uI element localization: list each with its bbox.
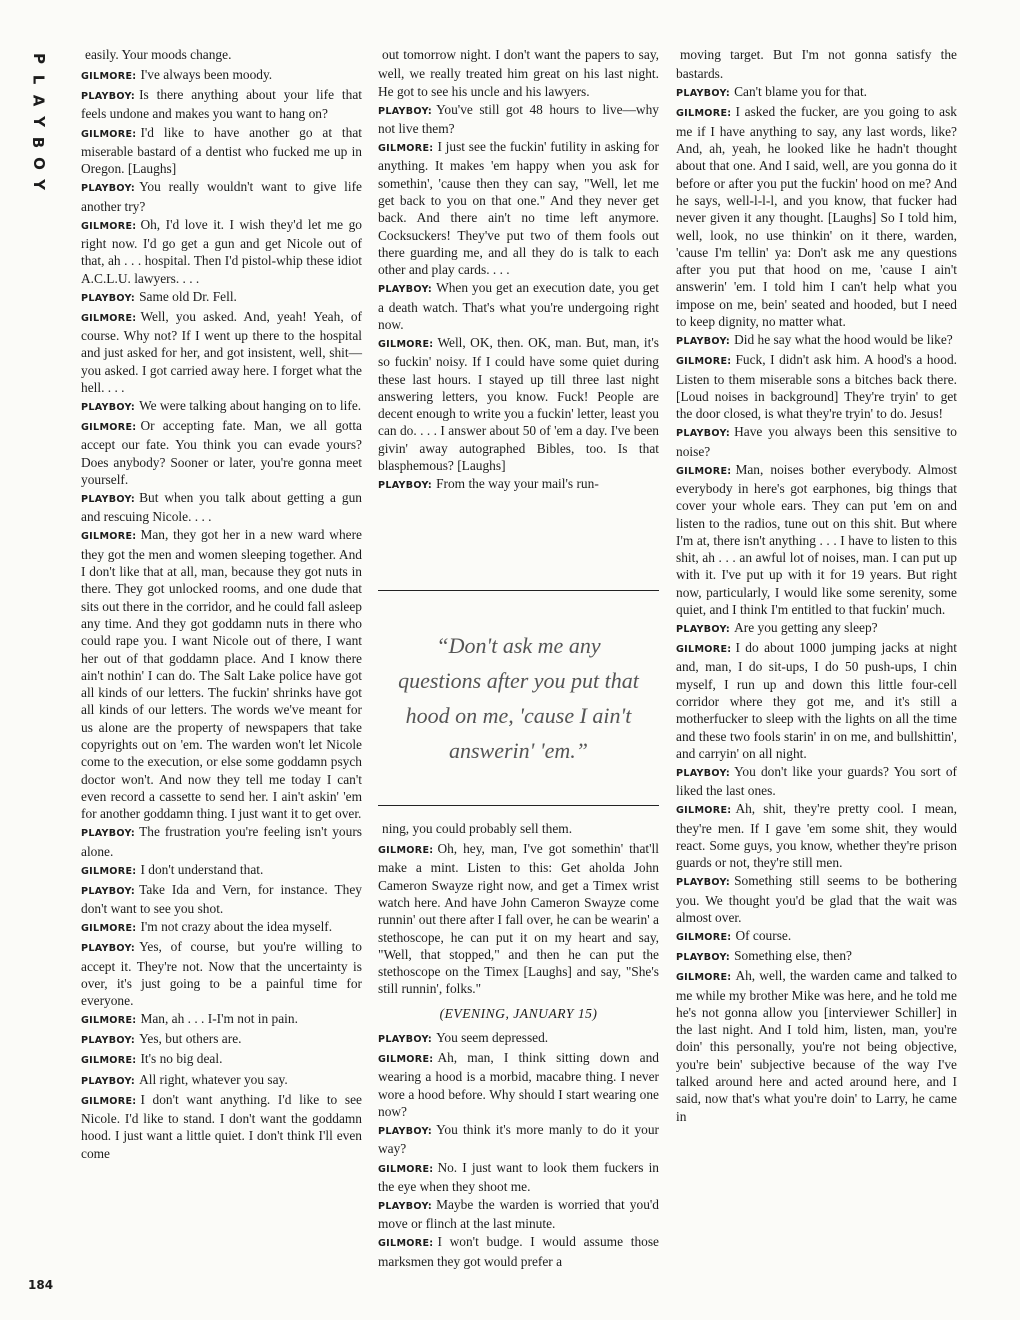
title-letter: Y [29, 116, 48, 127]
title-letter: B [29, 136, 48, 149]
speaker-label: GILMORE: [378, 1163, 434, 1175]
paragraph-text: easily. Your moods change. [85, 47, 232, 62]
speaker-label: PLAYBOY: [81, 1035, 136, 1047]
speaker-label: GILMORE: [81, 1055, 137, 1067]
speaker-label: PLAYBOY: [676, 336, 731, 348]
speaker-label: PLAYBOY: [676, 877, 731, 889]
paragraph-text: Ah, shit, they're pretty cool. I mean, they're men. If I gave 'em some shit, they would react. Some guys, you know, whether they're prison guards or not, they're still men. [676, 801, 957, 871]
speaker-label: GILMORE: [81, 1095, 137, 1107]
paragraph-text: All right, whatever you say. [139, 1071, 288, 1087]
interview-paragraph [81, 1050, 362, 1069]
interview-paragraph [81, 288, 362, 307]
paragraph-text: Ah, man, I think sitting down and wearing a hood is a morbid, macabre thing. I never wore a hood before. Why should I start wearing one now? [378, 1050, 659, 1120]
speaker-label: PLAYBOY: [81, 1075, 136, 1087]
speaker-label: PLAYBOY: [378, 480, 433, 492]
paragraph-text: Well, OK, then. OK, man. But, man, it's so fuckin' noisy. If I could have some quiet during these last hours. I stayed up till three last night answering letters, you know. Fuck! People are decent enough to write you a fuckin' letter, least you can do. . . . I answer about 50 of 'em a day. I've been givin' away autographed Bibles, too. Is that blasphemous? [Laughs] [378, 334, 659, 474]
paragraph-text: I'd like to have another go at that miserable bastard of a dentist who fucked me up in Oregon. [Laughs] [81, 124, 362, 177]
speaker-label: PLAYBOY: [378, 1200, 433, 1212]
title-letter: O [29, 157, 48, 170]
interview-paragraph [676, 351, 957, 422]
speaker-label: PLAYBOY: [676, 88, 731, 100]
speaker-label: GILMORE: [81, 422, 137, 434]
interview-paragraph [378, 1029, 659, 1048]
paragraph-text: No. I just want to look them fuckers in the eye when they shoot me. [378, 1159, 659, 1194]
text-column-2-top [378, 46, 659, 495]
paragraph-text: It's no big deal. [140, 1051, 223, 1067]
interview-paragraph [676, 103, 957, 330]
interview-paragraph [676, 947, 957, 966]
interview-paragraph [81, 526, 362, 822]
interview-paragraph [676, 83, 957, 102]
paragraph-text: Man, ah . . . I-I'm not in pain. [140, 1011, 298, 1027]
interview-paragraph [676, 927, 957, 946]
interview-paragraph [676, 46, 957, 83]
interview-paragraph [81, 308, 362, 396]
interview-paragraph [378, 101, 659, 138]
speaker-label: GILMORE: [378, 1238, 434, 1250]
interview-paragraph [676, 639, 957, 762]
speaker-label: PLAYBOY: [676, 952, 731, 964]
paragraph-text: Take Ida and Vern, for instance. They don't want to see you shot. [81, 881, 362, 917]
paragraph-text: You think it's more manly to do it your way? [378, 1122, 659, 1157]
paragraph-text: I asked the fucker, are you going to ask me if I have anything to say, any last words, like? And, ah, yeah, he looked like he hadn't thought about that one. And I said, well, are you gonna do it before or after you put the fuckin' hood on me? And he says, well-l-l-l, and you know, that fucker had never given it any thought. [Laughs] So I told him, well, look, no use thinkin' on it there, warden, 'cause I'm tellin' ya: Don't ask me any questions after you put that hood on me, 'cause I ain't answerin' 'em. I told him I can't help what you impose on me, bein' seated and hooded, but I need to keep dignity, no matter what. [676, 104, 957, 330]
paragraph-text: Can't blame you for that. [734, 84, 868, 100]
interview-paragraph [378, 1159, 659, 1196]
paragraph-text: I'm not crazy about the idea myself. [140, 919, 333, 935]
interview-paragraph [81, 124, 362, 178]
speaker-label: GILMORE: [676, 644, 732, 656]
interview-paragraph [676, 763, 957, 800]
interview-paragraph [81, 178, 362, 215]
interview-paragraph [378, 820, 659, 839]
interview-paragraph [81, 46, 362, 65]
speaker-label: PLAYBOY: [676, 768, 731, 780]
interview-paragraph [676, 619, 957, 638]
interview-paragraph [81, 1010, 362, 1029]
paragraph-text: I do about 1000 jumping jacks at night and, man, I do sit-ups, I do 50 push-ups, I chin myself, I run up and down this little four-cell corridor where they got me, and it's still a motherfucker to sleep with the lights on all the time and these two fools starin' in on me, and bullshittin', and carryin' on all night. [676, 640, 957, 761]
paragraph-text: Oh, I'd love it. I wish they'd let me go right now. I'd go get a gun and get Nicole out of that, ah . . . hospital. Then I'd pistol-whip these idiot A.C.L.U. lawyers. . . . [81, 216, 362, 286]
pull-quote: “Don't ask me any questions after you put that hood on me, 'cause I ain't answerin' 'em.” [398, 633, 639, 763]
interview-paragraph [378, 138, 659, 278]
speaker-label: GILMORE: [378, 845, 434, 857]
interview-paragraph [81, 823, 362, 860]
interview-paragraph [378, 1196, 659, 1233]
page-number: 184 [28, 1278, 54, 1292]
paragraph-text: Well, you asked. And, yeah! Yeah, of course. Why not? If I went up there to the hospital and just asked for her, and got insistent, well, shit—you asked. I got carried away here. I forget what the hell. . . . [81, 308, 362, 395]
interview-paragraph [378, 46, 659, 100]
speaker-label: PLAYBOY: [81, 292, 136, 304]
paragraph-text: Man, noises bother everybody. Almost everybody in here's got earphones, big things that cover your whole ears. They can put 'em on and listen to the radios, tune out on this shit. But where I'm at, there isn't anything . . . I have to listen to this shit, ah . . . an awful lot of noises, man. I can put up with it. I've put up with it for 19 years. But right now, particularly, I would like some serenity, some quiet, and I think I'm entitled to that fuckin' much. [676, 461, 957, 617]
paragraph-text: I've always been moody. [140, 67, 273, 83]
title-letter: A [29, 94, 48, 107]
speaker-label: PLAYBOY: [81, 943, 136, 955]
speaker-label: GILMORE: [676, 972, 732, 984]
interview-paragraph [676, 872, 957, 926]
interview-paragraph [378, 334, 659, 474]
interview-paragraph [676, 461, 957, 619]
paragraph-text: You don't like your guards? You sort of liked the last ones. [676, 764, 957, 799]
speaker-label: GILMORE: [676, 465, 732, 477]
interview-paragraph [676, 967, 957, 1125]
text-column-2-bottom [378, 820, 659, 1271]
speaker-label: GILMORE: [81, 923, 137, 935]
paragraph-text: Yes, of course, but you're willing to accept it. They're not. Now that the uncertainty is over, it's just going to be a painful time for everyone. [81, 939, 362, 1009]
speaker-label: PLAYBOY: [81, 91, 136, 103]
interview-paragraph [81, 86, 362, 123]
interview-paragraph [676, 331, 957, 350]
speaker-label: PLAYBOY: [81, 402, 136, 414]
speaker-label: GILMORE: [81, 1015, 137, 1027]
interview-paragraph [81, 1071, 362, 1090]
interview-paragraph [378, 840, 659, 998]
paragraph-text: out tomorrow night. I don't want the papers to say, well, we really treated him great on his last night. He got to see his uncle and his lawyers. [378, 47, 659, 99]
speaker-label: PLAYBOY: [81, 183, 136, 195]
interview-paragraph [378, 1233, 659, 1270]
paragraph-text: Have you always been this sensitive to noise? [676, 424, 957, 459]
speaker-label: GILMORE: [378, 143, 434, 155]
interview-paragraph [81, 938, 362, 1009]
interview-paragraph [81, 1030, 362, 1049]
paragraph-text: You really wouldn't want to give life another try? [81, 179, 362, 214]
paragraph-text: Oh, hey, man, I've got somethin' that'll make a mint. Listen to this: Get aholda John Cameron Swayze right now, and get a Timex wrist watch here. And have John Cameron Swayze come runnin' out there after I fall over, he can be wearin' a stethoscope, he can put it on my heart and say, "Well, that stopped," and then he can put the stethoscope on the Timex [Laughs] and say, "She's still runnin', folks." [378, 841, 659, 997]
paragraph-text: Are you getting any sleep? [734, 620, 878, 636]
interview-paragraph [81, 1091, 362, 1162]
paragraph-text: I just see the fuckin' futility in asking for anything. It makes 'em happy when you ask for somethin', 'cause then they can say, "Well, let me get back to you on that one." And they never get back. And there ain't no time left anymore. Cocksuckers! They've put two of them fools out there guarding me, and all they do is talk to each other and play cards. . . . [378, 139, 659, 278]
paragraph-text: You seem depressed. [436, 1030, 549, 1046]
speaker-label: PLAYBOY: [81, 828, 136, 840]
paragraph-text: I don't understand that. [140, 861, 264, 877]
paragraph-text: Something else, then? [734, 948, 852, 964]
interview-paragraph [676, 800, 957, 871]
speaker-label: GILMORE: [378, 1054, 434, 1066]
speaker-label: GILMORE: [676, 805, 732, 817]
title-letter: L [29, 74, 48, 85]
speaker-label: GILMORE: [81, 220, 137, 232]
interview-paragraph [81, 861, 362, 880]
paragraph-text: The frustration you're feeling isn't yours alone. [81, 824, 362, 859]
paragraph-text: Is there anything about your life that feels undone and makes you want to hang on? [81, 87, 362, 122]
speaker-label: GILMORE: [81, 312, 137, 324]
interview-paragraph [676, 423, 957, 460]
interview-paragraph [378, 1049, 659, 1120]
interview-paragraph [81, 216, 362, 287]
interview-paragraph [81, 66, 362, 85]
paragraph-text: I don't want anything. I'd like to see Nicole. I'd like to stand. I don't want the goddamn hood. I just want a little quiet. I don't think I'll even come [81, 1091, 362, 1161]
interview-paragraph [81, 397, 362, 416]
paragraph-text: ning, you could probably sell them. [382, 821, 573, 836]
paragraph-text: Same old Dr. Fell. [139, 288, 237, 304]
paragraph-text: When you get an execution date, you get a death watch. That's what you're undergoing right now. [378, 280, 659, 332]
speaker-label: GILMORE: [81, 865, 137, 877]
interview-paragraph [81, 918, 362, 937]
speaker-label: GILMORE: [676, 932, 732, 944]
interview-paragraph [81, 417, 362, 488]
speaker-label: GILMORE: [676, 108, 732, 120]
interview-paragraph [378, 279, 659, 333]
speaker-label: PLAYBOY: [378, 105, 433, 117]
paragraph-text: Yes, but others are. [139, 1031, 242, 1047]
speaker-label: GILMORE: [81, 128, 137, 140]
speaker-label: GILMORE: [81, 71, 137, 83]
interview-paragraph [378, 1121, 659, 1158]
paragraph-text: Something still seems to be bothering you. We thought you'd be glad that the wait was almost over. [676, 873, 957, 926]
paragraph-text: Of course. [735, 928, 792, 944]
title-letter: Y [29, 179, 48, 190]
text-column-1 [81, 46, 362, 1163]
speaker-label: PLAYBOY: [378, 1034, 433, 1046]
speaker-label: GILMORE: [676, 356, 732, 368]
paragraph-text: From the way your mail's run- [436, 476, 599, 492]
speaker-label: PLAYBOY: [676, 428, 731, 440]
speaker-label: PLAYBOY: [81, 494, 136, 506]
speaker-label: PLAYBOY: [676, 624, 731, 636]
speaker-label: GILMORE: [81, 531, 137, 543]
magazine-vertical-title [26, 48, 50, 195]
paragraph-text: Man, they got her in a new ward where they got the men and women sleeping together. And I don't like that at all, man, because they got nuts in there. They got unlocked rooms, and one dude that sits out there in the corridor, and he could fall asleep any time. And they got goddamn nuts in there who could rape you. I want Nicole out of there, I want her out of that goddamn place. And I know there ain't nothin' I can do. The Salt Lake police have got all kinds of our letters. The fuckin' shrinks have got all kinds of our letters. The words we've meant for us alone are the property of newspapers that take copyrights out on 'em. The warden won't let Nicole come to the execution, or else some goddamn psych doctor won't. And now they tell me today I can't even record a cassette to send her. I ain't askin' 'em for another goddamn thing. I just want it to get over. [81, 527, 362, 822]
paragraph-text: But when you talk about getting a gun and rescuing Nicole. . . . [81, 490, 362, 525]
text-column-3 [676, 46, 957, 1126]
paragraph-text: Ah, well, the warden came and talked to me while my brother Mike was here, and he told me he's not gonna allow you [interviewer Schiller] in the last night. And I told him, listen, man, you're doin' this personally, you're not being objective, you're bein' subjective because of the way I've talked around here and acted around here, and I said, now that's what you're doin' to Larry, he came in [676, 968, 957, 1124]
title-letter: P [29, 53, 48, 64]
pull-quote-box [378, 590, 659, 806]
speaker-label: GILMORE: [378, 338, 434, 350]
interview-paragraph [81, 881, 362, 918]
speaker-label: PLAYBOY: [378, 1126, 433, 1138]
paragraph-text: Or accepting fate. Man, we all gotta accept our fate. You think you can evade yours? Does anybody? Sooner or later, you're gonna meet yourself. [81, 418, 362, 487]
speaker-label: PLAYBOY: [378, 284, 433, 296]
paragraph-text: Did he say what the hood would be like? [734, 332, 953, 348]
paragraph-text: I won't budge. I would assume those marksmen they got would prefer a [378, 1234, 659, 1269]
section-date-heading: (EVENING, JANUARY 15) [439, 1005, 598, 1021]
paragraph-text: You've still got 48 hours to live—why not live them? [378, 101, 659, 136]
speaker-label: PLAYBOY: [81, 885, 136, 897]
paragraph-text: We were talking about hanging on to life. [139, 398, 362, 414]
interview-paragraph [81, 489, 362, 526]
paragraph-text: Fuck, I didn't ask him. A hood's a hood. Listen to them miserable sons a bitches back there. [Loud noises in background] They're tryin' to get the door closed, is what they're tryin' to do. Jesus! [676, 352, 957, 422]
paragraph-text: Maybe the warden is worried that you'd move or flinch at the last minute. [378, 1196, 659, 1232]
interview-paragraph [378, 475, 659, 494]
paragraph-text: moving target. But I'm not gonna satisfy the bastards. [676, 47, 957, 82]
